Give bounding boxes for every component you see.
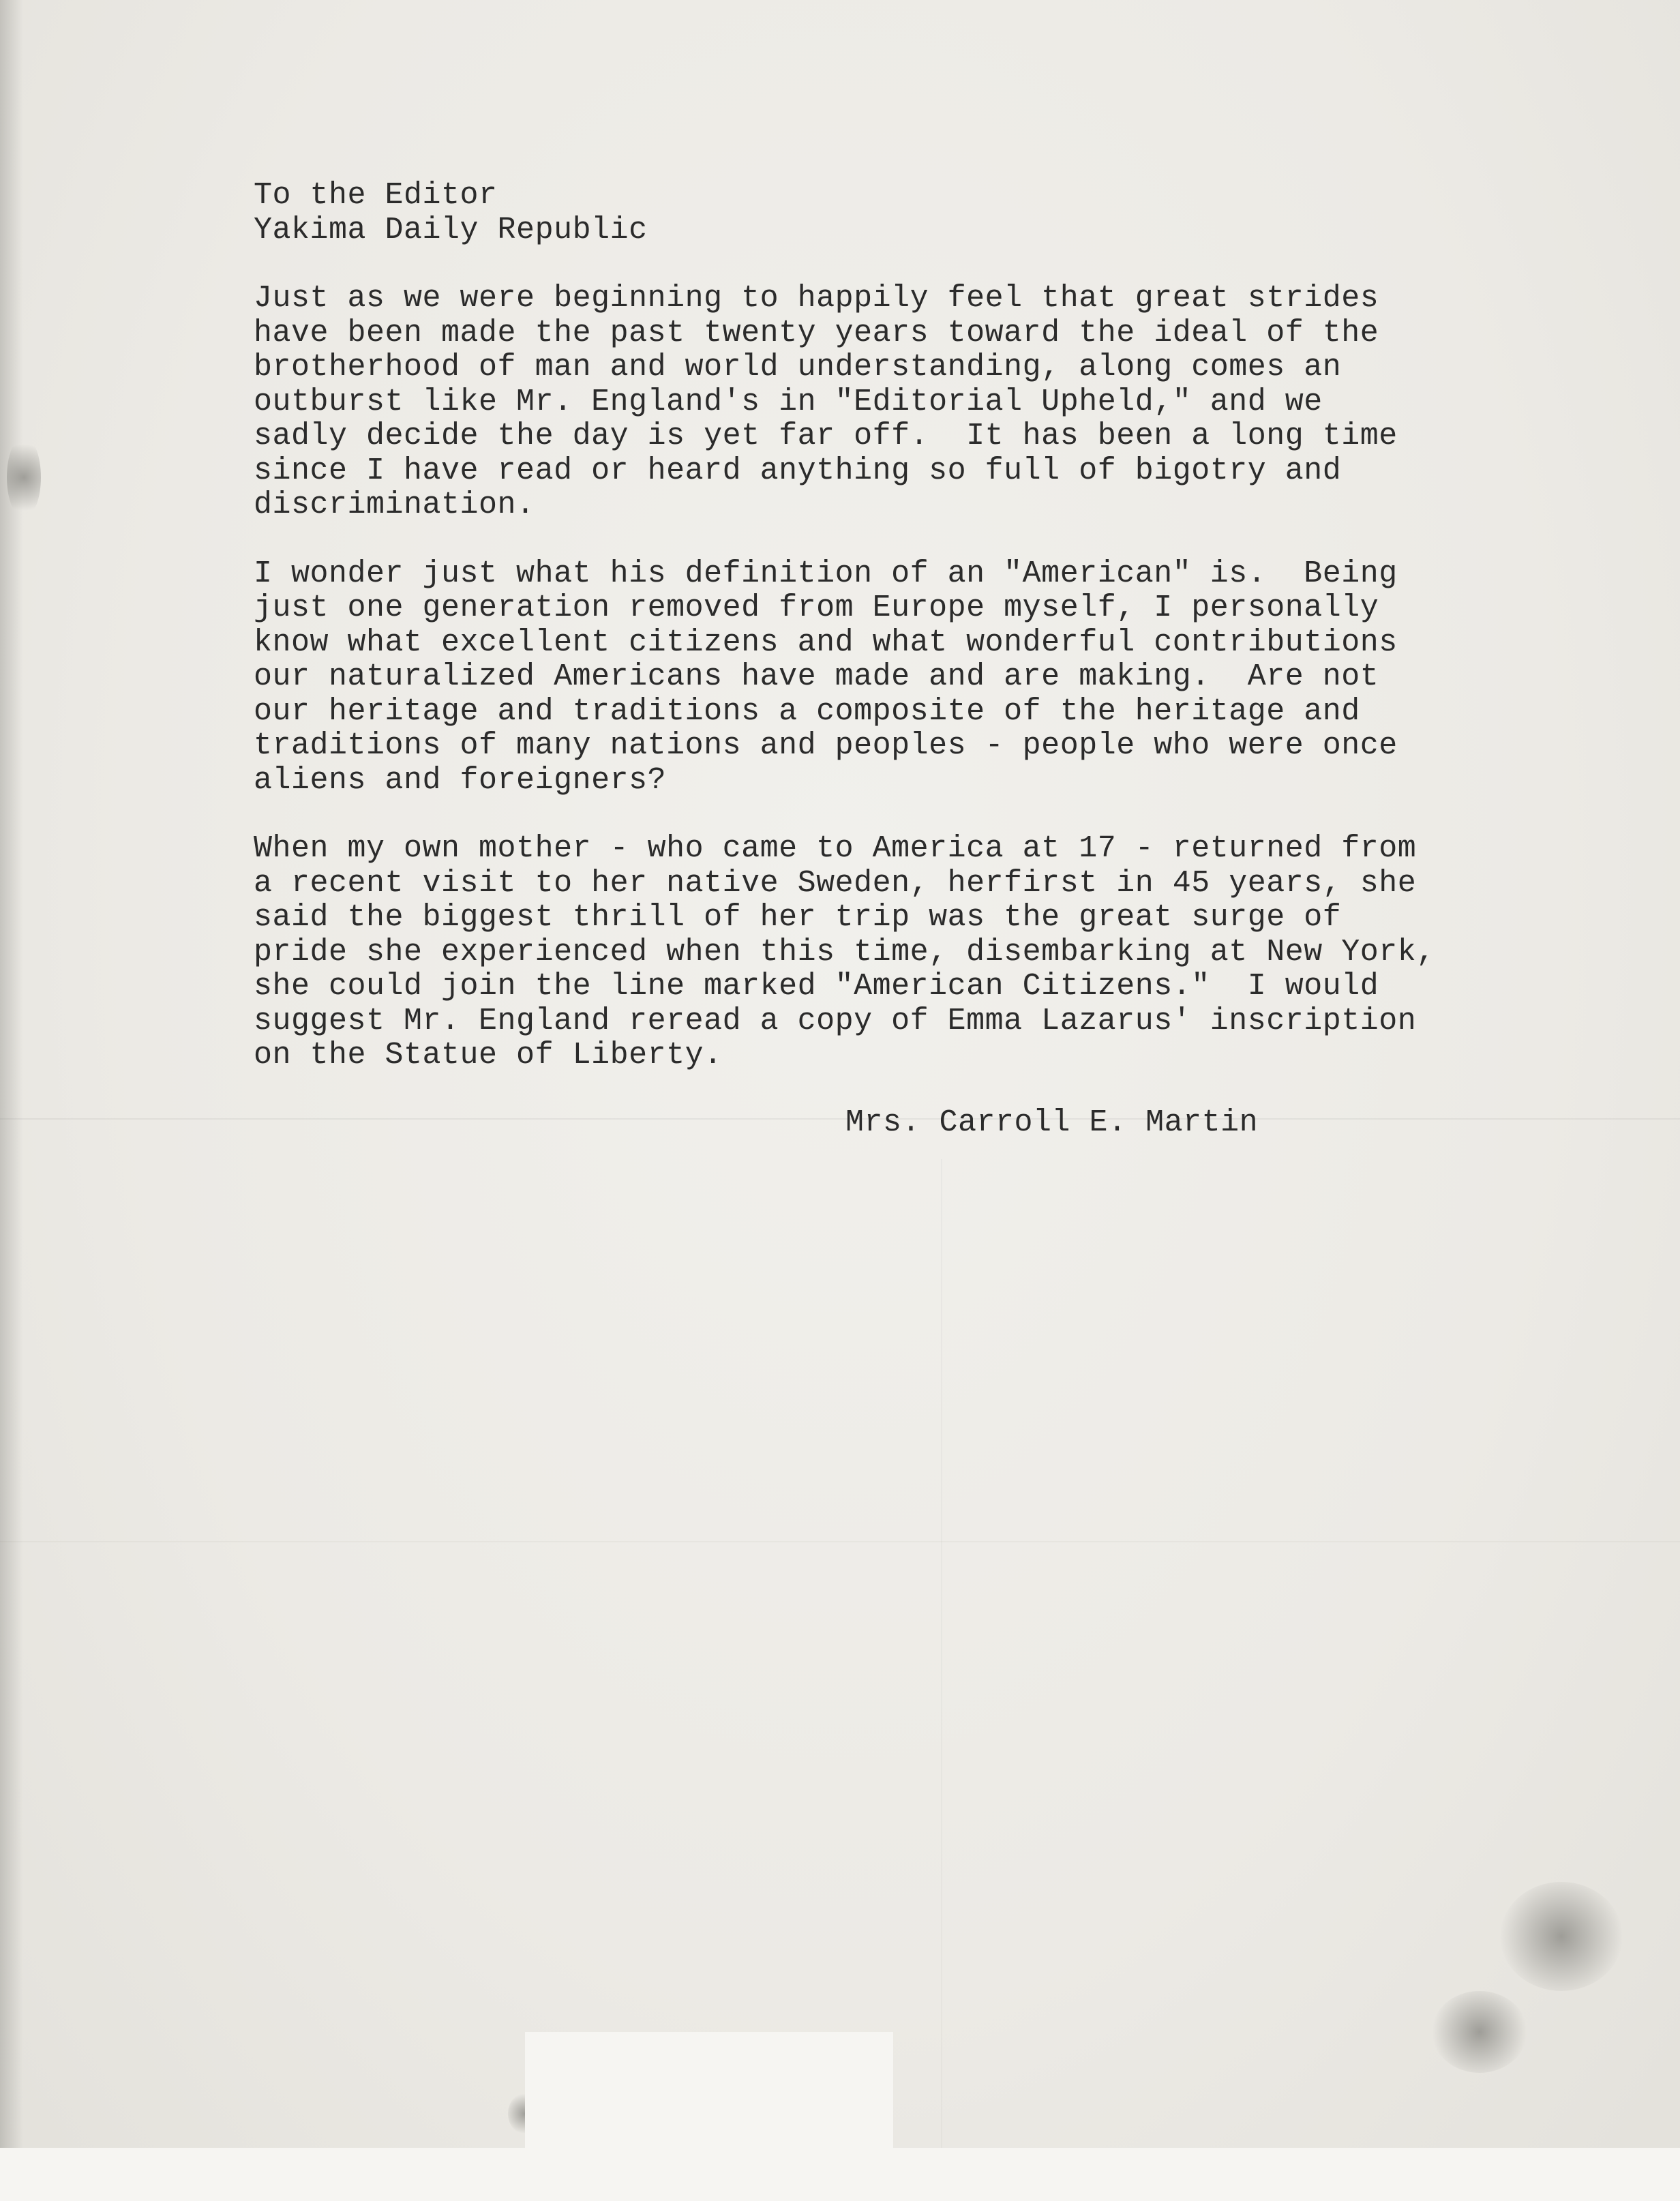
paper-tear xyxy=(0,2148,1680,2201)
text-line: brotherhood of man and world understanding, along comes an xyxy=(254,350,1342,385)
salutation-line: To the Editor xyxy=(254,178,498,213)
text-line: I wonder just what his definition of an "American" is. Being xyxy=(254,556,1398,591)
text-line: she could join the line marked "American Citizens." I would xyxy=(254,969,1379,1004)
paper-crease xyxy=(0,1541,1680,1542)
text-line: have been made the past twenty years toward the ideal of the xyxy=(254,315,1379,350)
letter-body xyxy=(254,179,1535,1107)
text-line: When my own mother - who came to America at 17 - returned from xyxy=(254,831,1417,866)
stain xyxy=(1432,1991,1527,2073)
stain xyxy=(1500,1882,1623,1991)
paper-edge-shadow xyxy=(0,0,23,2201)
text-line: our naturalized Americans have made and are making. Are not xyxy=(254,659,1379,694)
stain xyxy=(7,436,41,518)
text-line: on the Statue of Liberty. xyxy=(254,1038,723,1073)
paragraph-2 xyxy=(254,557,1535,798)
text-line: suggest Mr. England reread a copy of Emma Lazarus' inscription xyxy=(254,1003,1417,1038)
paper-crease xyxy=(941,1159,942,2182)
text-line: discrimination. xyxy=(254,488,535,522)
text-line: pride she experienced when this time, disembarking at New York, xyxy=(254,934,1435,970)
text-line: our heritage and traditions a composite of the heritage and xyxy=(254,693,1360,729)
text-line: traditions of many nations and peoples - people who were once xyxy=(254,728,1398,763)
salutation-line: Yakima Daily Republic xyxy=(254,212,648,248)
paragraph-3 xyxy=(254,832,1535,1073)
text-line: sadly decide the day is yet far off. It has been a long time xyxy=(254,419,1398,453)
text-line: just one generation removed from Europe myself, I personally xyxy=(254,590,1379,625)
text-line: since I have read or heard anything so full of bigotry and xyxy=(254,453,1342,488)
salutation xyxy=(254,179,1535,248)
paper-crease xyxy=(0,1118,1680,1120)
text-line: Just as we were beginning to happily feel that great strides xyxy=(254,281,1379,316)
text-line: outburst like Mr. England's in "Editorial Upheld," and we xyxy=(254,384,1323,419)
text-line: aliens and foreigners? xyxy=(254,762,667,798)
signature: Mrs. Carroll E. Martin xyxy=(845,1105,1259,1140)
text-line: said the biggest thrill of her trip was the great surge of xyxy=(254,900,1342,935)
paragraph-1 xyxy=(254,282,1535,523)
text-line: a recent visit to her native Sweden, herfirst in 45 years, she xyxy=(254,865,1417,901)
text-line: know what excellent citizens and what wonderful contributions xyxy=(254,625,1398,660)
